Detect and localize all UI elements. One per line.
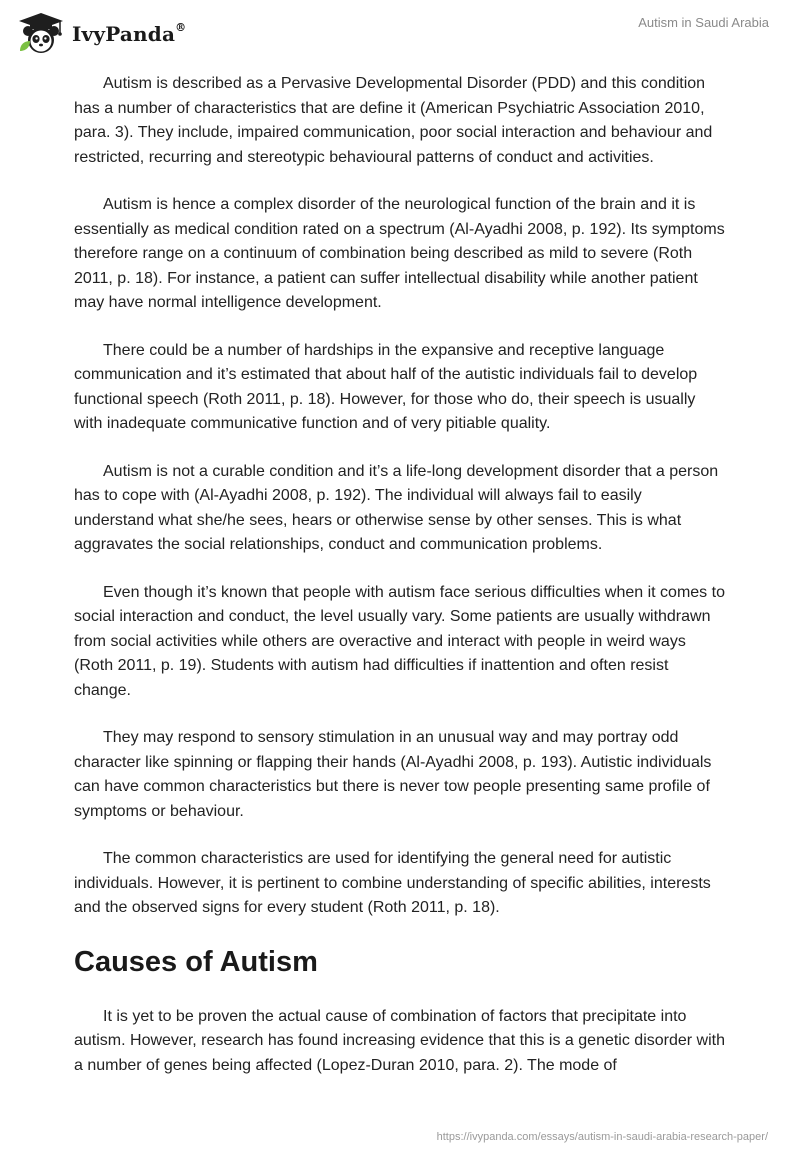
paragraph: They may respond to sensory stimulation in an unusual way and may portray odd character like spinning or flapping their hands (Al-Ayadhi 2008, p. 193). Autistic individuals can have common characteristics but there is never tow people presenting same profile of symptoms or behaviour. bbox=[74, 729, 712, 820]
running-title: Autism in Saudi Arabia bbox=[638, 15, 769, 30]
panda-graduate-icon bbox=[16, 11, 66, 55]
paragraph: It is yet to be proven the actual cause of combination of factors that precipitate into autism. However, research has found increasing evidence that this is a genetic disorder with a number of genes being affected (Lopez-Duran 2010, para. 2). The mode of bbox=[74, 1007, 726, 1074]
paragraph: Autism is hence a complex disorder of the neurological function of the brain and it is essentially as medical condition rated on a spectrum (Al-Ayadhi 2008, p. 192). Its symptoms therefore range on a continuum of combination being described as mild to severe (Roth 2011, p. 18). For instance, a patient can suffer intellectual disability while another patient may have normal intelligence development. bbox=[74, 196, 725, 311]
ivypanda-logo[interactable] bbox=[16, 10, 186, 56]
brand-name: IvyPanda® bbox=[72, 21, 187, 46]
paragraph: Autism is described as a Pervasive Developmental Disorder (PDD) and this condition has a number of characteristics that are define it (American Psychiatric Association 2010, para. 3). They include, impaired communication, poor social interaction and behaviour and restricted, recurring and stereotypic behavioural patterns of conduct and activities. bbox=[74, 75, 713, 166]
article-body bbox=[74, 72, 726, 1101]
source-url-link[interactable]: https://ivypanda.com/essays/autism-in-saudi-arabia-research-paper/ bbox=[436, 1131, 768, 1143]
paragraph: The common characteristics are used for identifying the general need for autistic individuals. However, it is pertinent to combine understanding of specific abilities, interests and the observed signs for every student (Roth 2011, p. 18). bbox=[74, 850, 711, 916]
page-header bbox=[0, 0, 800, 66]
paragraph: Autism is not a curable condition and it’s a life-long development disorder that a person has to cope with (Al-Ayadhi 2008, p. 192). The individual will always fail to easily understand what she/he sees, hears or otherwise sense by other senses. This is what aggravates the social relationships, conduct and communication problems. bbox=[74, 462, 719, 553]
paragraph: There could be a number of hardships in the expansive and receptive language communication and it’s estimated that about half of the autistic individuals fail to develop functional speech (Roth 2011, p. 18). However, for those who do, their speech is usually with inadequate communicative function and of very pitiable quality. bbox=[74, 341, 698, 432]
paragraph: Even though it’s known that people with autism face serious difficulties when it comes to social interaction and conduct, the level usually vary. Some patients are usually withdrawn from social activities while others are overactive and interact with people in weird ways (Roth 2011, p. 19). Students with autism had difficulties if inattention and often resist change. bbox=[74, 583, 725, 699]
section-heading: Causes of Autism bbox=[74, 945, 318, 978]
